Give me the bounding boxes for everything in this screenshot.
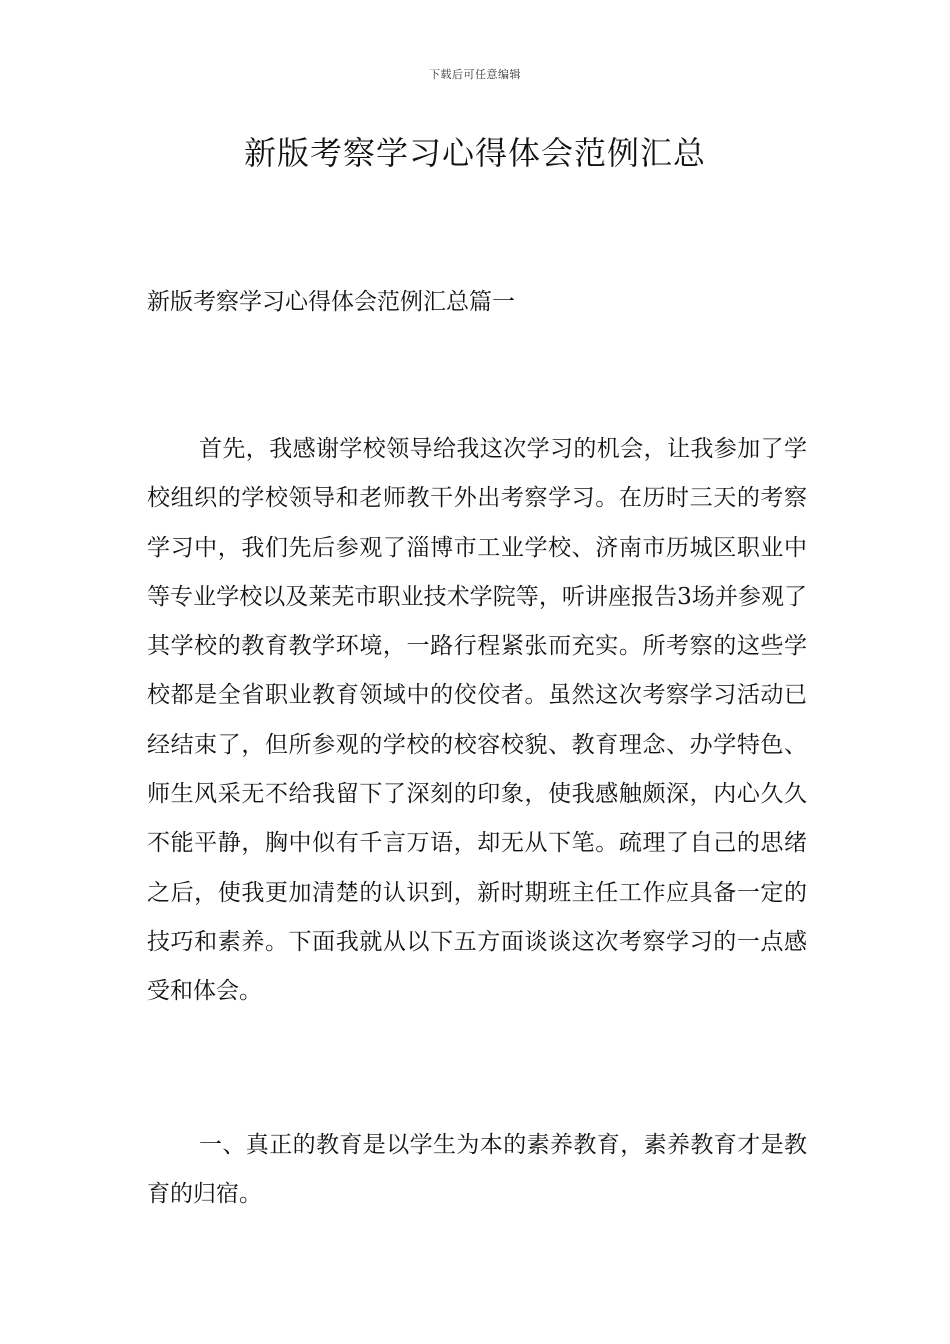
body-paragraph: 一、真正的教育是以学生为本的素养教育，素养教育才是教育的归宿。 bbox=[147, 1132, 807, 1208]
document-title: 新版考察学习心得体会范例汇总 bbox=[243, 134, 706, 172]
header-note: 下载后可任意编辑 bbox=[429, 68, 521, 81]
section-title: 新版考察学习心得体会范例汇总篇一 bbox=[147, 289, 515, 315]
body-paragraph: 首先，我感谢学校领导给我这次学习的机会，让我参加了学校组织的学校领导和老师教干外出考察学习。在历时三天的考察学习中，我们先后参观了淄博市工业学校、济南市历城区职业中等专业学校以及莱芜市职业技术学院等，听讲座报告3场并参观了其学校的教育教学环境，一路行程紧张而充实。所考察的这些学校都是全省职业教育领域中的佼佼者。虽然这次考察学习活动已经结束了，但所参观的学校的校容校貌、教育理念、办学特色、师生风采无不给我留下了深刻的印象，使我感触颇深，内心久久不能平静，胸中似有千言万语，却无从下笔。疏理了自己的思绪之后，使我更加清楚的认识到，新时期班主任工作应具备一定的技巧和素养。下面我就从以下五方面谈谈这次考察学习的一点感受和体会。 bbox=[147, 436, 807, 1005]
